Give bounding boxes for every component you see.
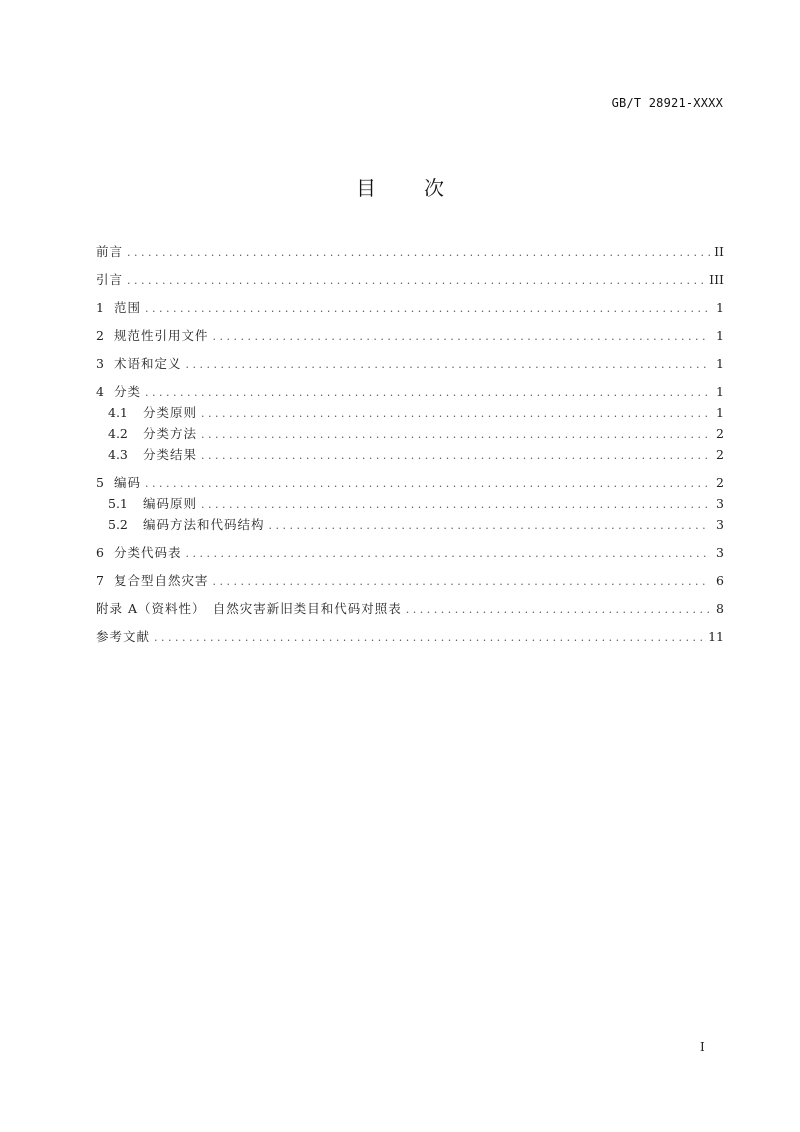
dot-leader xyxy=(213,572,710,592)
toc-label: 分类原则 xyxy=(143,405,198,420)
toc-entry-classification-results[interactable] xyxy=(96,445,724,466)
title-char-2: 次 xyxy=(424,176,444,200)
toc-entry-bibliography[interactable] xyxy=(96,627,724,648)
toc-page: 1 xyxy=(716,384,724,399)
toc-entry-classification-methods[interactable] xyxy=(96,424,724,445)
toc-page: 8 xyxy=(716,601,724,616)
standard-code: GB/T 28921-XXXX xyxy=(611,96,723,110)
toc-entry-code-table[interactable] xyxy=(96,543,724,564)
toc-entry-coding[interactable] xyxy=(96,473,724,494)
toc-number: 5.2 xyxy=(108,517,128,532)
toc-page: 2 xyxy=(716,426,724,441)
toc-page: 1 xyxy=(716,328,724,343)
toc-entry-introduction[interactable] xyxy=(96,270,724,291)
toc-label: 编码 xyxy=(114,475,142,490)
toc-entry-normative-references[interactable] xyxy=(96,326,724,347)
toc-entry-scope[interactable] xyxy=(96,298,724,319)
toc-number: 3 xyxy=(96,356,104,371)
toc-label: 规范性引用文件 xyxy=(114,328,209,343)
toc-entry-terms-definitions[interactable] xyxy=(96,354,724,375)
toc-page: III xyxy=(709,272,724,287)
toc-label: 前言 xyxy=(96,244,124,259)
dot-leader xyxy=(127,271,705,291)
toc-label: 分类代码表 xyxy=(114,545,182,560)
toc-page: 3 xyxy=(716,517,724,532)
toc-entry-foreword[interactable] xyxy=(96,242,724,263)
toc-page: II xyxy=(714,244,724,259)
toc-number: 6 xyxy=(96,545,104,560)
toc-number: 4.1 xyxy=(108,405,128,420)
toc-page: 2 xyxy=(716,475,724,490)
toc-entry-classification[interactable] xyxy=(96,382,724,403)
toc-label: 编码方法和代码结构 xyxy=(143,517,265,532)
toc-number: 7 xyxy=(96,573,104,588)
dot-leader xyxy=(213,327,710,347)
toc-entry-compound-disasters[interactable] xyxy=(96,571,724,592)
toc-label: 复合型自然灾害 xyxy=(114,573,209,588)
toc-page: 1 xyxy=(716,300,724,315)
toc-entry-annex-a[interactable] xyxy=(96,599,724,620)
toc-number: 4 xyxy=(96,384,104,399)
dot-leader xyxy=(201,446,710,466)
toc-page: 1 xyxy=(716,356,724,371)
toc-page: 6 xyxy=(716,573,724,588)
toc-number: 2 xyxy=(96,328,104,343)
toc-label: 分类 xyxy=(114,384,142,399)
toc-page: 11 xyxy=(708,629,724,644)
toc-label: 参考文献 xyxy=(96,629,151,644)
toc-label: 分类方法 xyxy=(143,426,198,441)
dot-leader xyxy=(201,404,710,424)
toc-page: 3 xyxy=(716,545,724,560)
toc-number: 5.1 xyxy=(108,496,128,511)
toc-page: 2 xyxy=(716,447,724,462)
dot-leader xyxy=(201,495,710,515)
dot-leader xyxy=(127,243,710,263)
toc-number: 5 xyxy=(96,475,104,490)
dot-leader xyxy=(154,628,704,648)
toc-page: 1 xyxy=(716,405,724,420)
toc-entry-classification-principles[interactable] xyxy=(96,403,724,424)
toc-number: 4.2 xyxy=(108,426,128,441)
toc-label: 分类结果 xyxy=(143,447,198,462)
toc-label: 附录 A（资料性） 自然灾害新旧类目和代码对照表 xyxy=(96,601,402,616)
dot-leader xyxy=(145,474,710,494)
table-of-contents xyxy=(96,242,724,655)
dot-leader xyxy=(406,600,710,620)
dot-leader xyxy=(269,516,710,536)
dot-leader xyxy=(186,544,710,564)
toc-number: 1 xyxy=(96,300,104,315)
toc-page: 3 xyxy=(716,496,724,511)
page-title xyxy=(0,172,800,201)
dot-leader xyxy=(145,299,710,319)
page-number: I xyxy=(700,1040,705,1054)
toc-entry-coding-methods[interactable] xyxy=(96,515,724,536)
title-char-1: 目 xyxy=(356,176,376,200)
toc-entry-coding-principles[interactable] xyxy=(96,494,724,515)
toc-label: 编码原则 xyxy=(143,496,198,511)
dot-leader xyxy=(201,425,710,445)
dot-leader xyxy=(145,383,710,403)
toc-label: 引言 xyxy=(96,272,124,287)
dot-leader xyxy=(186,355,710,375)
toc-number: 4.3 xyxy=(108,447,128,462)
toc-label: 术语和定义 xyxy=(114,356,182,371)
toc-label: 范围 xyxy=(114,300,142,315)
